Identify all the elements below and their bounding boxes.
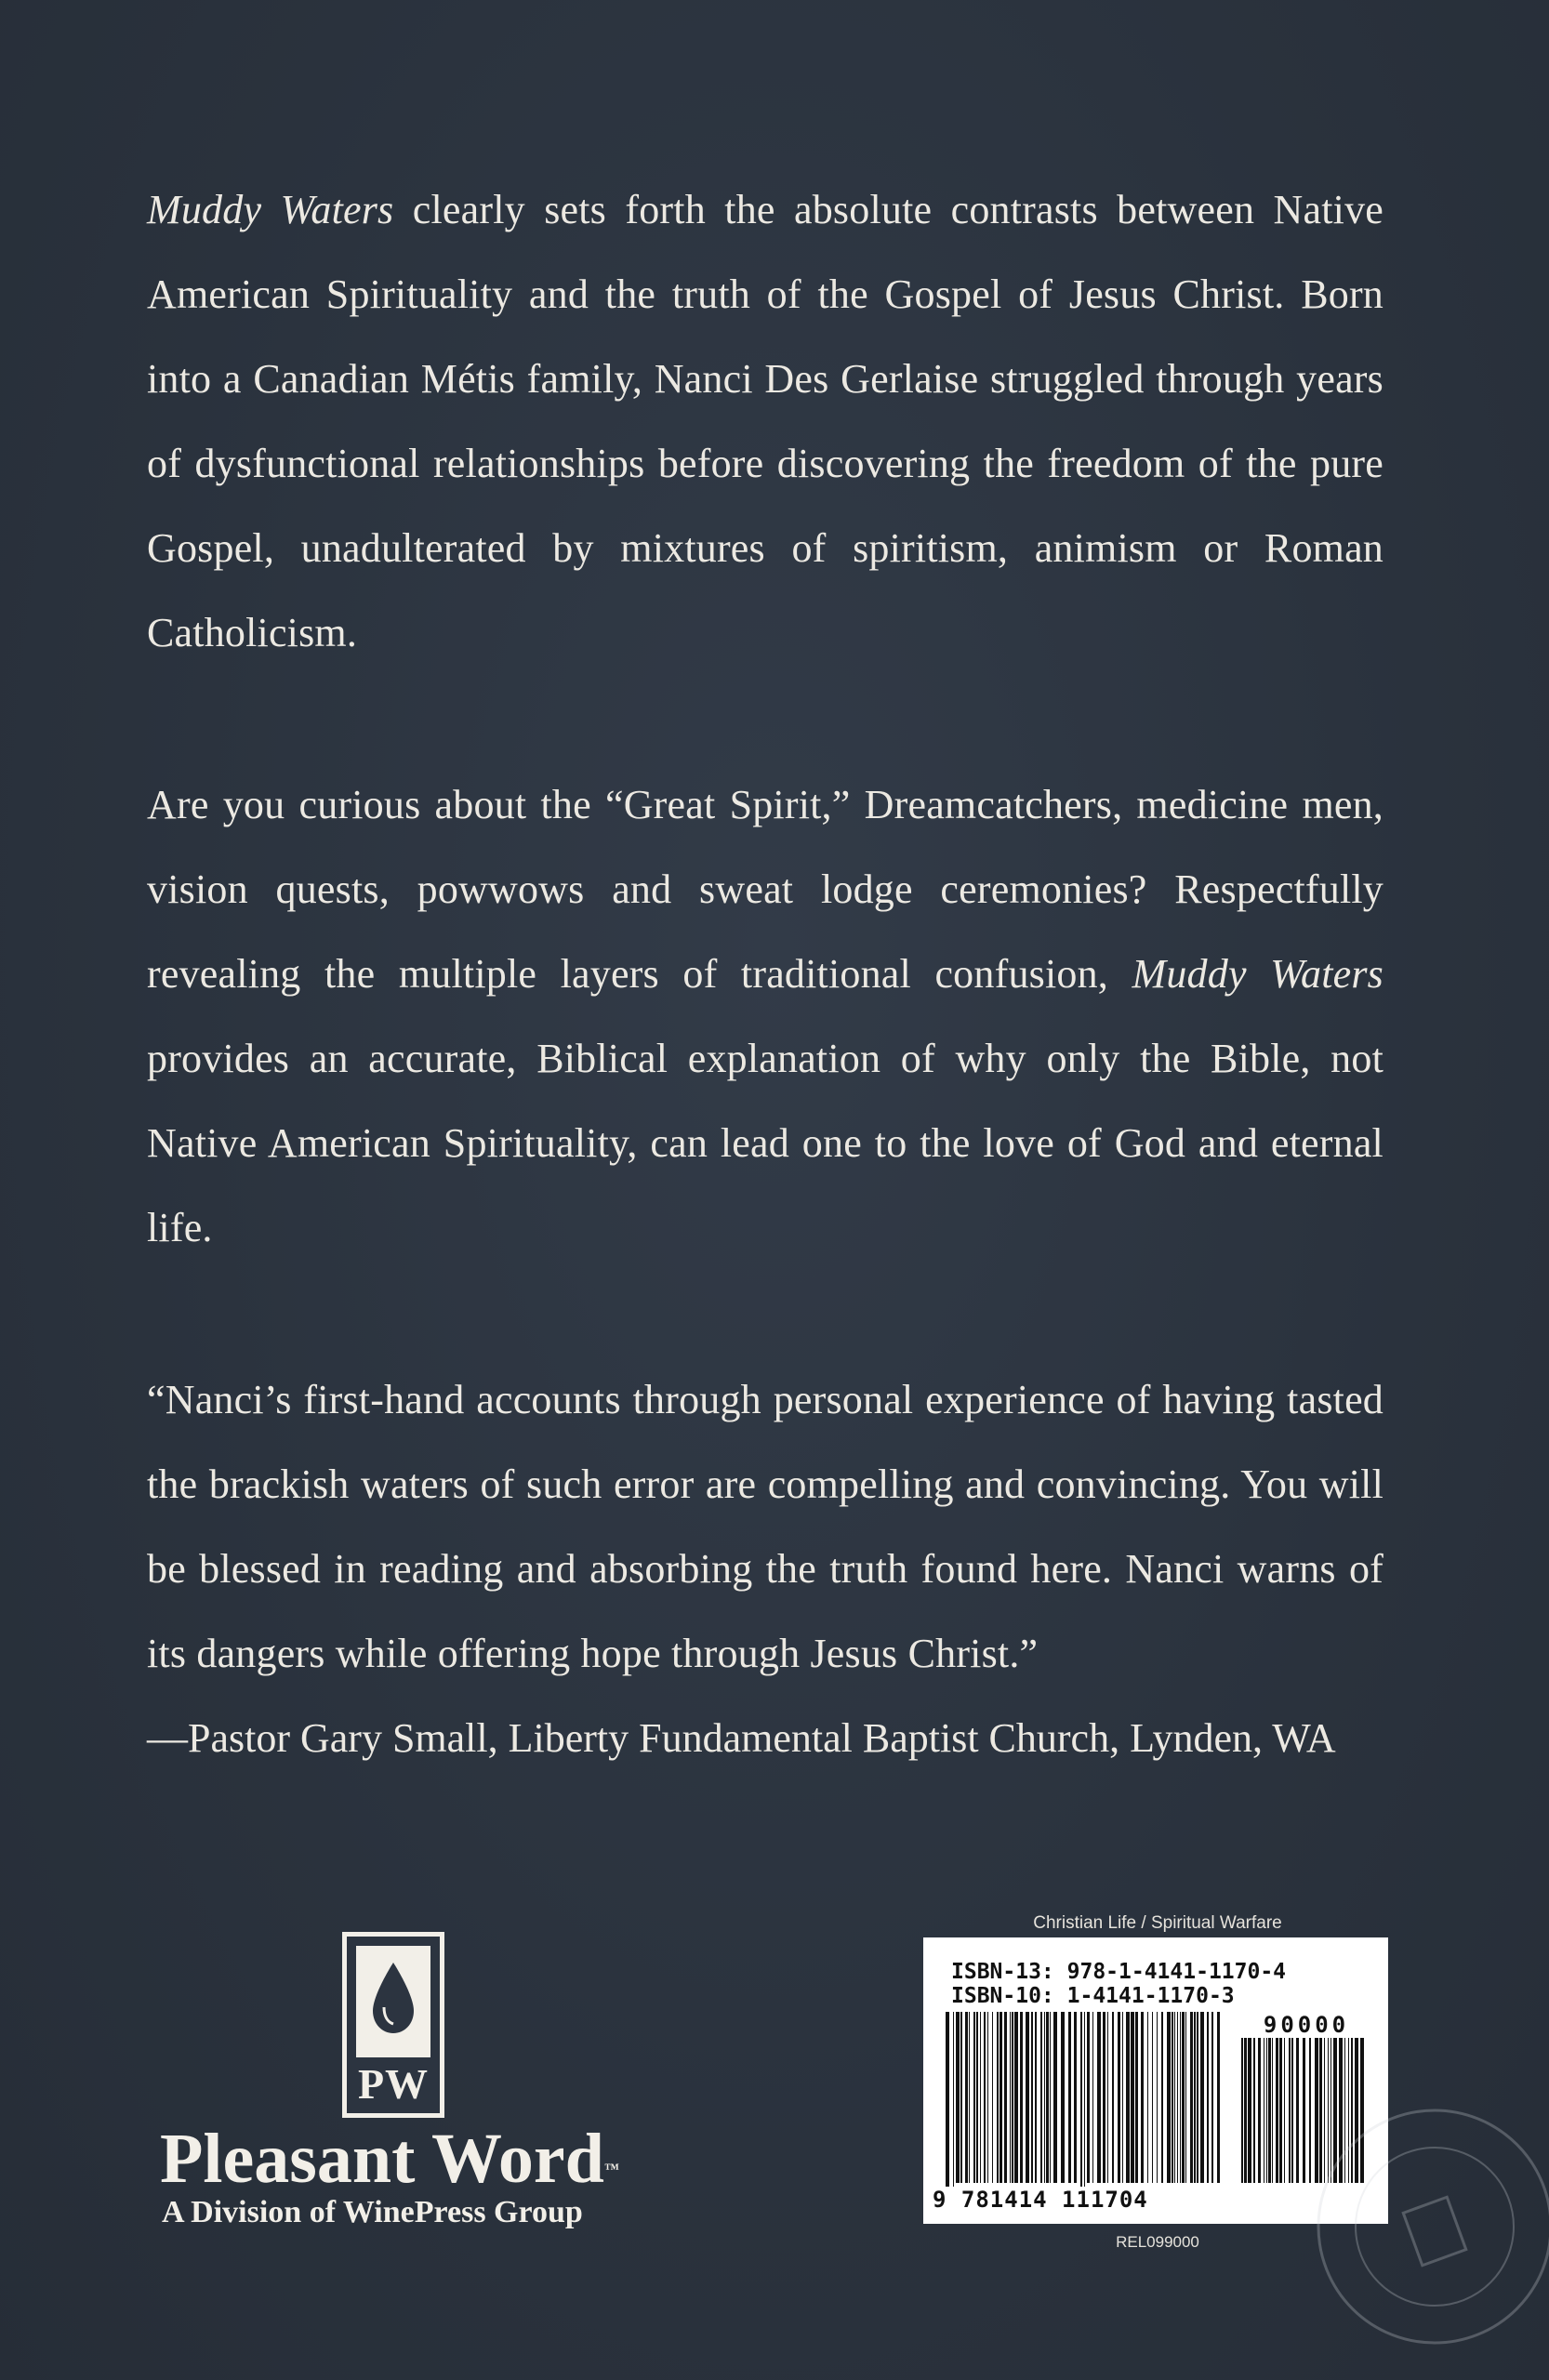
book-category: Christian Life / Spiritual Warfare bbox=[1033, 1913, 1282, 1933]
barcode-bar bbox=[1031, 2012, 1033, 2183]
barcode-bar bbox=[1074, 2012, 1077, 2183]
barcode-bar bbox=[1131, 2012, 1134, 2183]
paragraph-2-text-after: provides an accurate, Biblical explanation of why only the Bible, not Native American Spirituality, can lead one to the love of God and eternal life. bbox=[147, 1036, 1384, 1250]
description-paragraph-2 bbox=[147, 762, 1384, 1270]
barcode-bar bbox=[965, 2012, 968, 2183]
barcode-bar bbox=[1014, 2012, 1018, 2183]
barcode-bar bbox=[1161, 2012, 1163, 2183]
barcode-bar bbox=[1092, 2012, 1093, 2183]
barcode-bar bbox=[1050, 2012, 1051, 2183]
barcode-bar bbox=[1135, 2012, 1138, 2183]
publisher-tagline: A Division of WinePress Group bbox=[162, 2195, 583, 2229]
barcode-bar bbox=[984, 2012, 986, 2183]
barcode-bar bbox=[1190, 2012, 1193, 2183]
barcode-bar bbox=[1258, 2038, 1261, 2183]
barcode-bar bbox=[1046, 2012, 1049, 2183]
water-drop-icon bbox=[356, 1946, 430, 2057]
barcode-bar bbox=[987, 2012, 988, 2183]
barcode-bar bbox=[1276, 2038, 1278, 2183]
barcode-bar bbox=[1296, 2038, 1299, 2183]
barcode-bar bbox=[1279, 2038, 1282, 2183]
barcode-bar bbox=[976, 2012, 978, 2183]
barcode-bar bbox=[1068, 2012, 1071, 2183]
barcode-bar bbox=[1118, 2012, 1120, 2183]
barcode-bar bbox=[980, 2012, 981, 2183]
description-paragraph-1 bbox=[147, 167, 1384, 675]
barcode-bar bbox=[1026, 2012, 1029, 2183]
barcode-bar bbox=[1177, 2012, 1178, 2183]
price-code: 90000 bbox=[1263, 2012, 1350, 2038]
barcode-bar bbox=[1211, 2012, 1213, 2183]
barcode-bar bbox=[1291, 2038, 1293, 2183]
barcode-bar bbox=[969, 2012, 970, 2183]
barcode-bar bbox=[1167, 2012, 1171, 2183]
barcode-bar bbox=[1097, 2012, 1101, 2183]
barcode-bar bbox=[1053, 2012, 1057, 2183]
bisac-code: REL099000 bbox=[1116, 2233, 1199, 2251]
barcode-bar bbox=[1157, 2012, 1158, 2183]
barcode-bar bbox=[1040, 2012, 1042, 2183]
barcode-bar bbox=[1080, 2012, 1082, 2198]
barcode-bar bbox=[1084, 2012, 1085, 2198]
barcode-bar bbox=[992, 2012, 993, 2183]
barcode-bar bbox=[1185, 2012, 1186, 2183]
barcode-bar bbox=[1103, 2012, 1105, 2183]
barcode-bar bbox=[1112, 2012, 1114, 2183]
barcode-bar bbox=[1000, 2012, 1002, 2183]
barcode-bar bbox=[1266, 2038, 1267, 2183]
paragraph-1-text: clearly sets forth the absolute contrasts between Native American Spirituality and the truth of the Gospel of Jesus Christ. Born into a Canadian Métis family, Nanci Des Gerlaise struggled through years of dysfunctional relationships before discovering the freedom of the pure Gospel, unadulterated by mixtures of spiritism, animism or Roman Catholicism. bbox=[147, 187, 1384, 655]
barcode-bar bbox=[1012, 2012, 1013, 2183]
barcode-bar bbox=[1010, 2012, 1011, 2183]
endorsement-quote: “Nanci’s first-hand accounts through personal experience of having tasted the brackish waters of such error are compelling and convincing. You will be blessed in reading and absorbing the truth found here. Nanci warns of its dangers while offering hope through Jesus Christ.” bbox=[147, 1377, 1384, 1676]
barcode-bar bbox=[1044, 2012, 1045, 2183]
barcode-bar bbox=[1197, 2012, 1198, 2183]
barcode-bar bbox=[1180, 2012, 1181, 2183]
isbn-13: ISBN-13: 978-1-4141-1170-4 bbox=[951, 1960, 1287, 1984]
store-watermark-stamp bbox=[1309, 2101, 1549, 2352]
barcode-bar bbox=[1035, 2012, 1037, 2183]
barcode-bar bbox=[1248, 2038, 1251, 2183]
publisher-logo bbox=[156, 1924, 677, 2241]
barcode-bar bbox=[1107, 2012, 1108, 2183]
barcode-bar bbox=[1244, 2038, 1247, 2183]
barcode-bar bbox=[1122, 2012, 1123, 2183]
barcode-bar bbox=[1217, 2012, 1220, 2183]
barcode-bar bbox=[1061, 2012, 1065, 2183]
barcode-bar bbox=[960, 2012, 962, 2183]
barcode-bar bbox=[1272, 2038, 1273, 2183]
barcode-bar bbox=[1284, 2038, 1285, 2183]
barcode-bar bbox=[1182, 2012, 1185, 2183]
barcode-bar bbox=[1289, 2038, 1291, 2183]
isbn-10: ISBN-10: 1-4141-1170-3 bbox=[951, 1984, 1235, 2008]
ean-digits: 9 781414 111704 bbox=[933, 2187, 1221, 2213]
barcode-bar bbox=[1172, 2012, 1173, 2183]
barcode-bar bbox=[1207, 2012, 1209, 2183]
barcode-bar bbox=[1152, 2012, 1153, 2183]
book-title-italic: Muddy Waters bbox=[1132, 951, 1384, 997]
barcode-bar bbox=[1141, 2012, 1144, 2183]
publisher-name-text: Pleasant Word bbox=[160, 2120, 604, 2198]
barcode-bar bbox=[1253, 2038, 1255, 2183]
barcode-bar bbox=[1268, 2038, 1271, 2183]
barcode-bar bbox=[953, 2012, 954, 2198]
endorsement-attribution: —Pastor Gary Small, Liberty Fundamental Baptist Church, Lynden, WA bbox=[147, 1715, 1336, 1761]
barcode-bar bbox=[1241, 2038, 1243, 2183]
ean-barcode-bars bbox=[944, 2012, 1223, 2198]
barcode-bar bbox=[1200, 2012, 1204, 2183]
barcode-bar bbox=[973, 2012, 975, 2183]
publisher-emblem bbox=[342, 1932, 444, 2118]
book-title-italic: Muddy Waters bbox=[147, 187, 394, 232]
publisher-monogram: PW bbox=[357, 2060, 430, 2108]
barcode-bar bbox=[1174, 2012, 1175, 2183]
barcode-bar bbox=[1194, 2012, 1196, 2183]
barcode-bar bbox=[1303, 2038, 1305, 2183]
paragraph-2-text-before: Are you curious about the “Great Spirit,” Dreamcatchers, medicine men, vision quests, powwows and sweat lodge ceremonies? Respectfully revealing the multiple layers of traditional confusion, bbox=[147, 782, 1384, 997]
trademark-symbol: ™ bbox=[603, 2162, 619, 2177]
barcode-bar bbox=[1147, 2012, 1148, 2183]
barcode-bar bbox=[1004, 2012, 1007, 2183]
publisher-name bbox=[160, 2122, 619, 2196]
barcode-bar bbox=[1020, 2012, 1023, 2183]
barcode-bar bbox=[997, 2012, 999, 2183]
barcode-bar bbox=[956, 2012, 960, 2183]
barcode-bar bbox=[1087, 2012, 1090, 2183]
barcode-bar bbox=[1126, 2012, 1130, 2183]
barcode-bar bbox=[946, 2012, 949, 2198]
